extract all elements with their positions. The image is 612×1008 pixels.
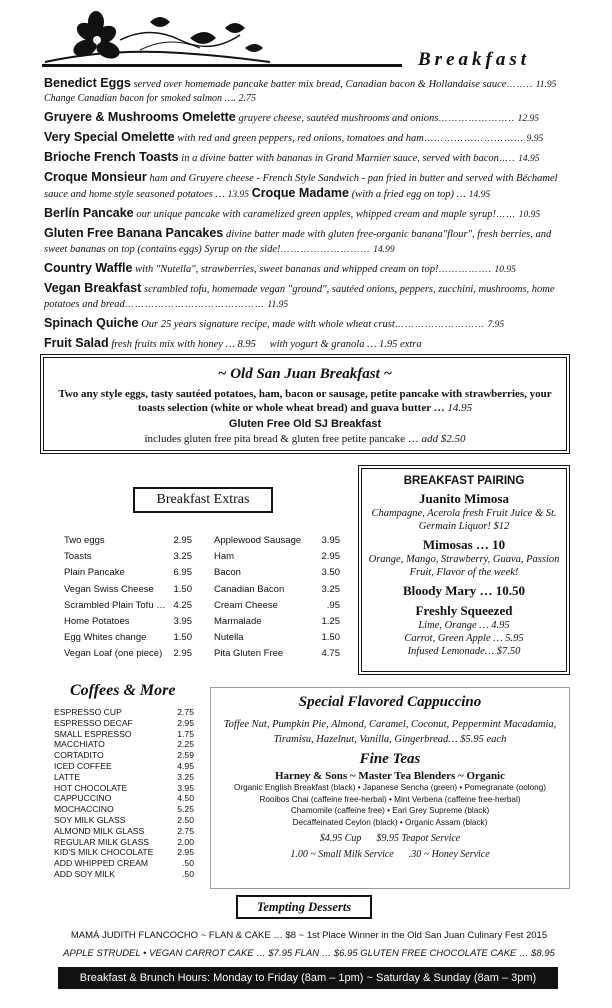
teas-line: Decaffeinated Ceylon (black) • Organic Assam (black): [292, 817, 488, 827]
list-item: [54, 750, 194, 761]
sj-desc: Two any style eggs, tasty sautéed potatoes, ham, bacon or sausage, petite pancake with strawberries, your toasts selection (white or whole wheat bread) and guava butter …: [58, 388, 552, 414]
menu-item: Benedict Eggs served over homemade pancake batter mix bread, Canadian bacon & Hollandaise sauce…….. 11.95 Change Canadian bacon for smoked salmon …. 2.75: [44, 76, 574, 106]
list-item: [214, 533, 340, 549]
item-price: 6.95: [173, 567, 192, 579]
item-name: Plain Pancake: [64, 567, 125, 579]
extras-col-2: [214, 533, 340, 663]
item-name: ICED COFFEE: [54, 760, 112, 771]
item-price: 2.95: [173, 648, 192, 660]
item-name: SMALL ESPRESSO: [54, 728, 132, 739]
item-price: 5.25: [177, 804, 194, 815]
menu-item: Vegan Breakfast scrambled tofu, homemade vegan "ground", sautéed onions, peppers, zucchini, mushrooms, home potatoes and bread…………………………………… 11.95: [44, 281, 555, 310]
item-name: MACCHIATO: [54, 739, 105, 750]
list-item: [214, 630, 340, 646]
pairing-box: [358, 465, 570, 675]
item-name: Spinach Quiche: [44, 316, 139, 330]
item-desc: (with a fried egg on top) …: [351, 189, 467, 200]
mimosa-heading: Juanito Mimosa: [419, 491, 509, 506]
list-item: [214, 646, 340, 662]
item-price: 3.95: [177, 782, 194, 793]
list-item: [54, 804, 194, 815]
hours-bar: Breakfast & Brunch Hours: Monday to Friday (8am – 1pm) ~ Saturday & Sunday (8am – 3pm): [58, 967, 558, 989]
item-name: Canadian Bacon: [214, 583, 285, 595]
item-note: Change Canadian bacon for smoked salmon …. 2.75: [44, 93, 256, 104]
item-name: Two eggs: [64, 535, 105, 546]
item-price: 1.50: [173, 632, 192, 644]
item-desc: scrambled tofu, homemade vegan "ground", sautéed onions, peppers, zucchini, mushrooms, home potatoes and bread: [44, 284, 555, 310]
item-price: 4.50: [177, 793, 194, 804]
item-price: 2.00: [177, 836, 194, 847]
list-item: [214, 614, 340, 630]
teas-line: Organic English Breakfast (black) • Japanese Sencha (green) • Pomegranate (oolong): [233, 783, 547, 792]
item-name: SOY MILK GLASS: [54, 814, 126, 825]
item-name: Brioche French Toasts: [44, 150, 179, 164]
desserts-line-2: APPLE STRUDEL • VEGAN CARROT CAKE … $7.95 FLAN … $6.95 GLUTEN FREE CHOCOLATE CAKE … $8.95: [63, 948, 555, 959]
item-price: 4.75: [321, 648, 340, 660]
item-name: HOT CHOCOLATE: [54, 782, 128, 793]
item-price: 2.95: [321, 551, 340, 563]
item-price: 3.25: [173, 551, 192, 563]
item-name: Home Potatoes: [64, 616, 130, 628]
cappuccino-box: [210, 687, 570, 889]
item-price: 7.95: [487, 320, 505, 330]
item-desc: Our 25 years signature recipe, made with whole wheat crust: [141, 319, 395, 330]
list-item: [214, 582, 340, 598]
item-price: 2.95: [173, 535, 192, 546]
item-desc: our unique pancake with caramelized green apples, whipped cream and maple syrup!: [136, 209, 497, 220]
item-price: .95: [326, 599, 340, 611]
item-name: Pita Gluten Free: [214, 648, 284, 660]
tea-price: 1.00 ~ Small Milk Service: [290, 849, 394, 860]
list-item: [64, 630, 192, 646]
item-name: Fruit Salad: [44, 336, 109, 350]
item-name: REGULAR MILK GLASS: [54, 836, 150, 847]
item-price: 14.95: [518, 154, 540, 164]
item-price: 3.50: [321, 567, 340, 579]
list-item: [54, 772, 194, 783]
item-name: Croque Monsieur: [44, 170, 147, 184]
item-name: Vegan Breakfast: [44, 281, 142, 295]
menu-item: Very Special Omelette with red and green peppers, red onions, tomatoes and ham………………………… 9.95: [44, 130, 544, 144]
item-desc: served over homemade pancake batter mix bread, Canadian bacon & Hollandaise sauce: [133, 79, 507, 90]
menu-item: Gruyere & Mushrooms Omelette gruyere cheese, sautéed mushrooms and onions………………….. 12.95: [44, 110, 539, 124]
list-item: [64, 549, 192, 565]
list-item: [54, 837, 194, 848]
tea-price: $9.95 Teapot Service: [376, 833, 461, 844]
list-item: [54, 707, 194, 718]
desserts-line-1: MAMÁ JUDITH FLANCOCHO ~ FLAN & CAKE … $8 ~ 1st Place Winner in the Old San Juan Culinary Fest 2015: [70, 930, 548, 941]
list-item: [64, 533, 192, 549]
menu-list: [44, 76, 574, 356]
cappuccino-desc: Toffee Nut, Pumpkin Pie, Almond, Caramel, Coconut, Peppermint Macadamia, Tiramisu, Hazelnut, Vanilla, Gingerbread…: [223, 719, 557, 745]
item-price: 4.25: [173, 599, 192, 611]
item-name: Croque Madame: [251, 186, 349, 200]
item-price: 3.25: [177, 771, 194, 782]
item-name: Vegan Swiss Cheese: [64, 583, 154, 595]
list-item: [64, 582, 192, 598]
menu-item: Berlín Pancake our unique pancake with caramelized green apples, whipped cream and maple syrup!…… 10.95: [44, 206, 541, 220]
list-item: [214, 598, 340, 614]
item-price: 2.75: [177, 825, 194, 836]
list-item: [54, 793, 194, 804]
menu-item: Spinach Quiche Our 25 years signature recipe, made with whole wheat crust……………………… 7.95: [44, 316, 505, 330]
item-price: .50: [182, 858, 194, 869]
item-desc: divine batter made with gluten free-organic banana"flour", fresh berries, and sweet bananas on top (contains eggs) Syrup on the side!: [44, 229, 552, 255]
divider: [42, 64, 402, 67]
item-name: Marmalade: [214, 616, 262, 628]
desserts-label: Tempting Desserts: [236, 895, 372, 919]
item-name: Very Special Omelette: [44, 130, 175, 144]
coffee-list: [54, 707, 194, 880]
squeezed-2: Carrot, Green Apple … 5.95: [404, 633, 524, 644]
squeezed-3: Infused Lemonade… $7.50: [407, 646, 521, 657]
sj-gf-title: Gluten Free Old SJ Breakfast: [228, 418, 382, 430]
item-price: 13.95: [227, 190, 249, 200]
item-name: ADD SOY MILK: [54, 868, 115, 879]
item-name: Toasts: [64, 551, 92, 563]
item-name: Benedict Eggs: [44, 76, 131, 90]
page-title: Breakfast: [418, 49, 530, 70]
item-name: Scrambled Plain Tofu …: [64, 599, 166, 611]
sj-price: 14.95: [447, 402, 473, 414]
list-item: [54, 783, 194, 794]
bloody-mary: Bloody Mary … 10.50: [402, 583, 526, 598]
item-price: 11.95: [535, 80, 557, 90]
sj-gf-price: add $2.50: [421, 433, 466, 445]
menu-item: Gluten Free Banana Pancakes divine batter made with gluten free-organic banana"flour", fresh berries, and sweet bananas on top (contains eggs) Syrup on the side!……………………… 14.99: [44, 226, 552, 255]
list-item: [54, 739, 194, 750]
item-name: Berlín Pancake: [44, 206, 134, 220]
old-san-juan-box: [40, 354, 570, 454]
extras-label: Breakfast Extras: [133, 487, 273, 513]
item-desc: with "Nutella", strawberries, sweet bananas and whipped cream on top!: [135, 264, 439, 275]
tea-price: .30 ~ Honey Service: [408, 849, 490, 860]
item-price: 1.75: [177, 728, 194, 739]
sj-title: ~ Old San Juan Breakfast ~: [217, 366, 393, 382]
item-name: Cream Cheese: [214, 599, 278, 611]
item-price: 4.95: [177, 760, 194, 771]
pairing-title: BREAKFAST PAIRING: [403, 475, 525, 487]
item-name: MOCHACCINO: [54, 804, 114, 815]
item-desc: fresh fruits mix with honey … 8.95: [111, 339, 256, 350]
list-item: [54, 826, 194, 837]
menu-item: Brioche French Toasts in a divine batter with bananas in Grand Marnier sauce, served with bacon….. 14.95: [44, 150, 540, 164]
item-price: 14.99: [373, 245, 395, 255]
mimosa-desc: Champagne, Acerola fresh Fruit Juice & St. Germain Liquor! $12: [371, 508, 557, 532]
item-price: 1.50: [321, 632, 340, 644]
item-desc: in a divine batter with bananas in Grand Marnier sauce, served with bacon: [181, 153, 499, 164]
item-name: ESPRESSO CUP: [54, 707, 122, 717]
list-item: [54, 815, 194, 826]
item-price: 10.95: [518, 210, 541, 220]
list-item: [64, 614, 192, 630]
list-item: [54, 869, 194, 880]
item-name: Applewood Sausage: [214, 535, 302, 546]
item-name: KID'S MILK CHOCOLATE: [54, 847, 154, 858]
item-name: Nutella: [214, 632, 244, 644]
teas-heading: Harney & Sons ~ Master Tea Blenders ~ Organic: [274, 770, 505, 782]
floral-ornament-icon: [40, 10, 280, 70]
item-price: 12.95: [517, 114, 539, 124]
list-item: [54, 858, 194, 869]
item-name: Ham: [214, 551, 235, 563]
menu-item: Country Waffle with "Nutella", strawberries, sweet bananas and whipped cream on top!……………. 10.95: [44, 261, 516, 275]
item-price: 2.25: [177, 739, 194, 750]
list-item: [54, 718, 194, 729]
item-name: CAPPUCCINO: [54, 793, 112, 804]
item-name: Egg Whites change: [64, 632, 147, 644]
squeezed-1: Lime, Orange … 4.95: [418, 620, 510, 631]
item-name: Bacon: [214, 567, 241, 579]
item-extra: with yogurt & granola … 1.95 extra: [269, 339, 422, 350]
cappuccino-price: $5.95 each: [460, 734, 507, 745]
list-item: [214, 565, 340, 581]
item-name: ESPRESSO DECAF: [54, 717, 133, 728]
tea-price: $4.95 Cup: [319, 833, 362, 844]
cappuccino-title: Special Flavored Cappuccino: [298, 694, 482, 710]
item-price: .50: [182, 868, 194, 879]
menu-item: [44, 170, 574, 202]
squeezed-heading: Freshly Squeezed: [415, 603, 513, 618]
item-price: 2.95: [177, 847, 194, 858]
item-price: 2.59: [177, 750, 194, 761]
item-name: Gruyere & Mushrooms Omelette: [44, 110, 236, 124]
sj-gf-desc: includes gluten free pita bread & gluten free petite pancake …: [144, 433, 419, 445]
list-item: [64, 646, 192, 662]
item-name: Vegan Loaf (one piece): [64, 648, 163, 660]
list-item: [54, 761, 194, 772]
item-price: 11.95: [267, 300, 289, 310]
item-desc: ham and Gruyere cheese - French Style Sandwich - pan fried in butter and served with Béchamel sauce and home style seasoned potatoes …: [44, 173, 558, 200]
item-name: Country Waffle: [44, 261, 133, 275]
item-price: 3.25: [321, 583, 340, 595]
item-price: 1.25: [321, 616, 340, 628]
item-name: LATTE: [54, 771, 81, 782]
item-price: 2.95: [177, 717, 194, 728]
item-price: 1.50: [173, 583, 192, 595]
item-price: 14.95: [468, 190, 491, 200]
item-price: 3.95: [321, 535, 340, 546]
list-item: [64, 598, 192, 614]
teas-line: Chamomile (caffeine free) • Earl Grey Supreme (black): [290, 806, 490, 815]
item-name: ALMOND MILK GLASS: [54, 825, 145, 836]
item-desc: gruyere cheese, sautéed mushrooms and onions: [238, 113, 439, 124]
item-name: CORTADITO: [54, 750, 104, 761]
list-item: [54, 729, 194, 740]
item-price: 2.75: [177, 707, 194, 717]
item-price: 3.95: [173, 616, 192, 628]
list-item: [214, 549, 340, 565]
menu-item: [44, 336, 574, 352]
teas-title: Fine Teas: [359, 751, 421, 767]
mimosas-desc: Orange, Mango, Strawberry, Guava, Passion Fruit, Flavor of the week!: [368, 554, 560, 578]
extras-col-1: [64, 533, 192, 663]
mimosas-heading: Mimosas … 10: [422, 537, 506, 552]
item-name: ADD WHIPPED CREAM: [54, 858, 149, 869]
item-price: 10.95: [494, 265, 516, 275]
item-name: Gluten Free Banana Pancakes: [44, 226, 224, 240]
item-desc: with red and green peppers, red onions, tomatoes and ham: [177, 133, 424, 144]
teas-line: Rooibos Chai (caffeine free-herbal) • Mint Verbena (caffeine free-herbal): [259, 794, 521, 804]
item-price: 9.95: [526, 134, 544, 144]
coffee-title: Coffees & More: [70, 682, 176, 699]
list-item: [64, 565, 192, 581]
item-price: 2.50: [177, 814, 194, 825]
list-item: [54, 847, 194, 858]
